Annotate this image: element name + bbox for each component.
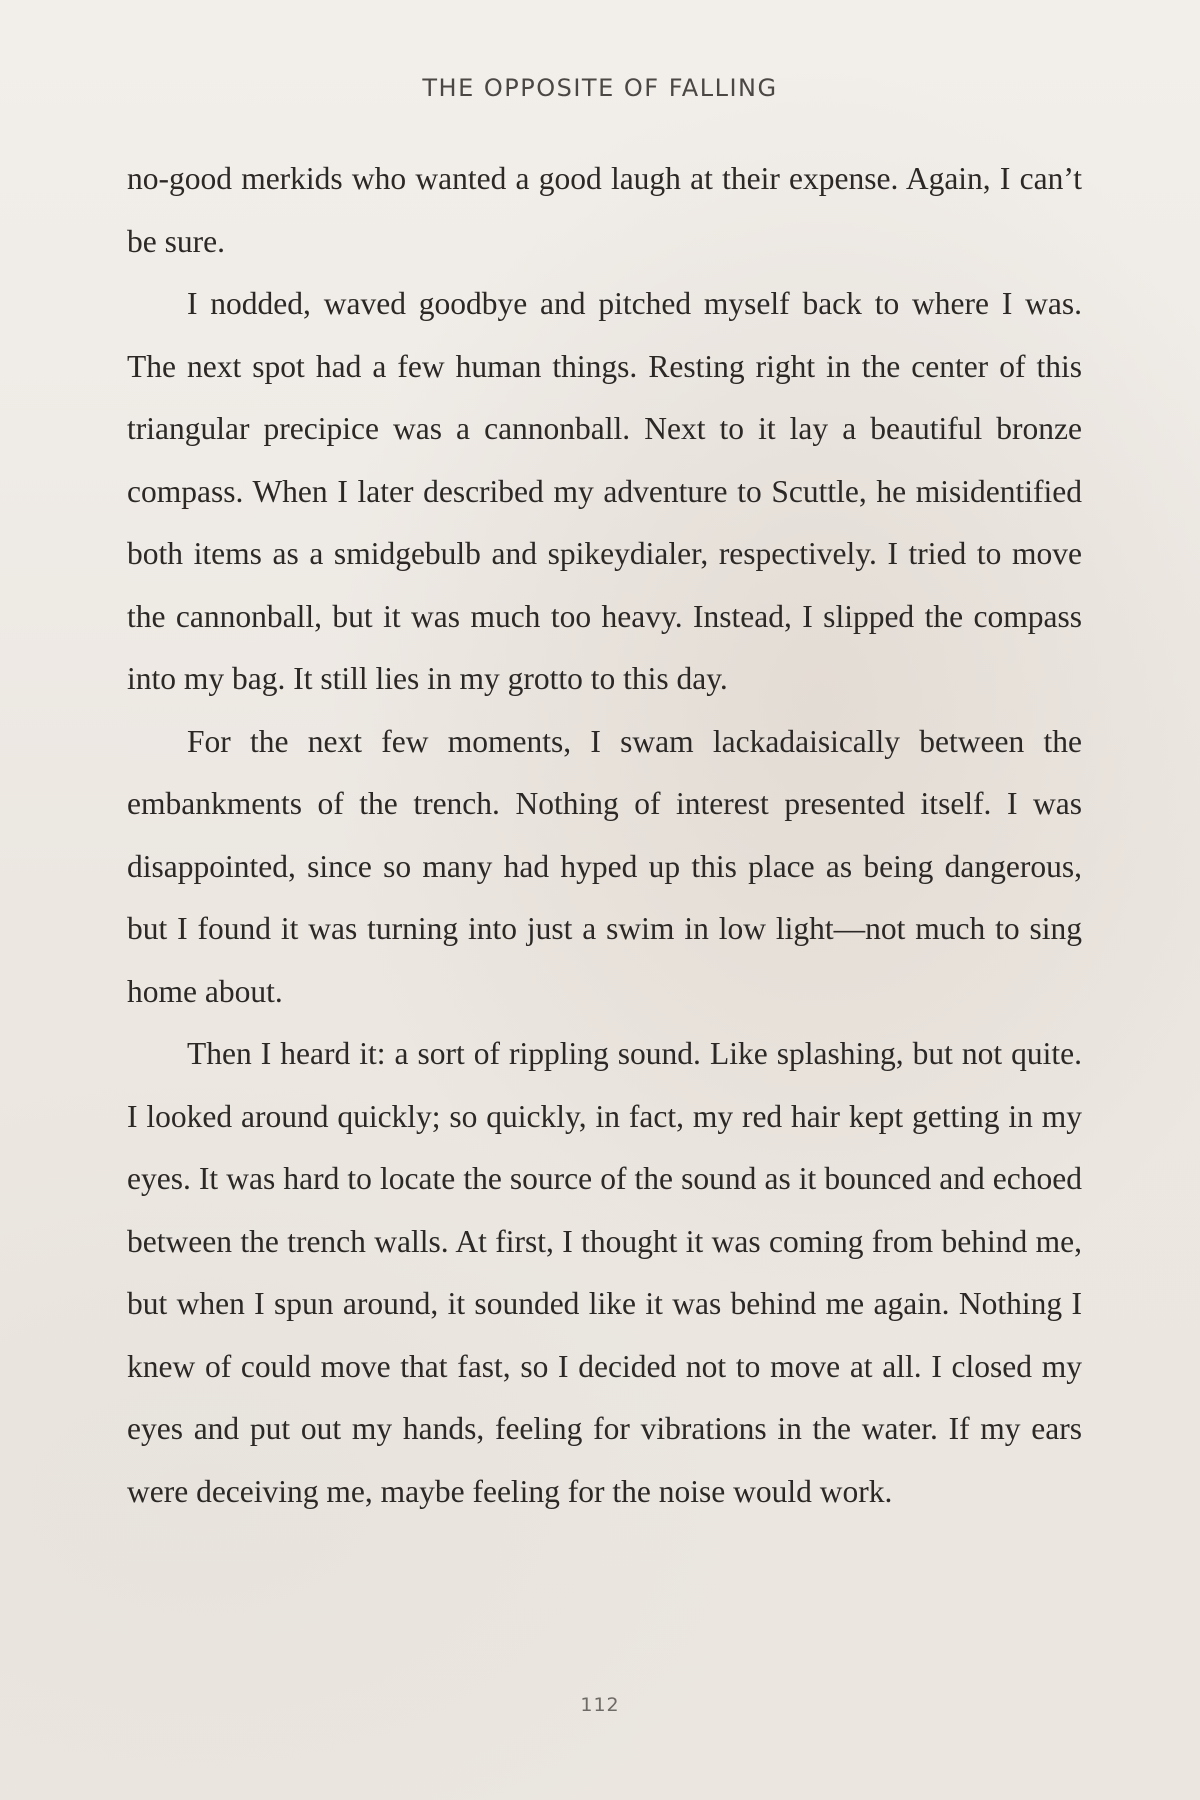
body-text (127, 148, 1082, 1523)
paragraph: I nodded, waved goodbye and pitched myself back to where I was. The next spot had a few human things. Resting right in the center of this triangular precipice was a cannonball. Next to it lay a beautiful bronze compass. When I later described my adventure to Scuttle, he misidentified both items as a smidgebulb and spikeydialer, respectively. I tried to move the cannonball, but it was much too heavy. Instead, I slipped the compass into my bag. It still lies in my grotto to this day. (127, 286, 1082, 696)
paragraph: Then I heard it: a sort of rippling sound. Like splashing, but not quite. I looked around quickly; so quickly, in fact, my red hair kept getting in my eyes. It was hard to locate the source of the sound as it bounced and echoed between the trench walls. At first, I thought it was coming from behind me, but when I spun around, it sounded like it was behind me again. Nothing I knew of could move that fast, so I decided not to move at all. I closed my eyes and put out my hands, feeling for vibrations in the water. If my ears were deceiving me, maybe feeling for the noise would work. (127, 1036, 1082, 1509)
page-number: 112 (580, 1694, 620, 1716)
running-head-title: THE OPPOSITE OF FALLING (422, 74, 778, 102)
paragraph: For the next few moments, I swam lackadaisically between the embankments of the trench. Nothing of interest presented itself. I was disappointed, since so many had hyped up this place as being dangerous, but I found it was turning into just a swim in low light—not much to sing home about. (127, 723, 1082, 1009)
paragraph-continuation: no-good merkids who wanted a good laugh at their expense. Again, I can’t be sure. (127, 161, 1082, 259)
